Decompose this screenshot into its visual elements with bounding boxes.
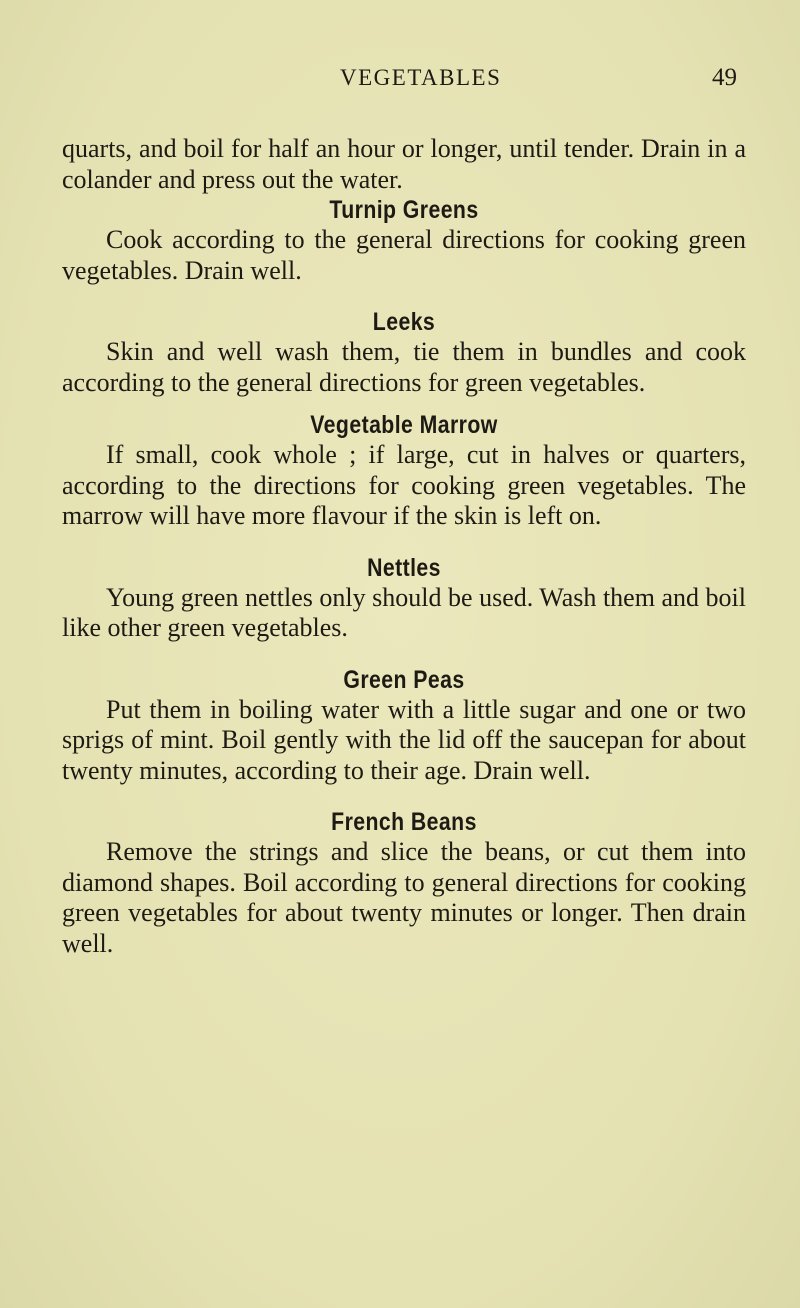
page-header bbox=[0, 63, 800, 93]
intro-paragraph: quarts, and boil for half an hour or longer, until tender. Drain in a colander and press out the water. bbox=[62, 134, 746, 194]
running-head: VEGETABLES bbox=[340, 65, 502, 90]
section-paragraph: Skin and well wash them, tie them in bundles and cook according to the general directions for green vegetables. bbox=[62, 337, 746, 397]
section-heading: Turnip Greens bbox=[329, 196, 479, 224]
section-leeks bbox=[62, 307, 746, 398]
page-number: 49 bbox=[712, 64, 737, 91]
section-heading: Vegetable Marrow bbox=[310, 411, 498, 439]
section-heading: Green Peas bbox=[343, 665, 465, 694]
section-nettles bbox=[62, 553, 746, 644]
section-vegetable-marrow bbox=[62, 410, 746, 532]
section-green-peas bbox=[62, 665, 746, 787]
section-turnip-greens bbox=[62, 195, 746, 286]
page-body bbox=[62, 134, 746, 959]
section-heading: Nettles bbox=[367, 553, 441, 582]
section-paragraph: Cook according to the general directions for cooking green vegetables. Drain well. bbox=[62, 225, 746, 285]
section-paragraph: Put them in boiling water with a little sugar and one or two sprigs of mint. Boil gently with the lid off the saucepan for about twenty minutes, according to their age. Drain well. bbox=[62, 694, 746, 785]
section-paragraph: If small, cook whole ; if large, cut in halves or quarters, according to the directions for cooking green vegetables. The marrow will have more flavour if the skin is left on. bbox=[62, 440, 746, 530]
section-paragraph: Remove the strings and slice the beans, or cut them into diamond shapes. Boil according to general directions for cooking green vegetables for about twenty minutes or longer. Then drain well. bbox=[62, 837, 746, 958]
section-heading: Leeks bbox=[372, 308, 436, 336]
section-heading: French Beans bbox=[331, 808, 477, 836]
section-french-beans bbox=[62, 807, 746, 959]
section-paragraph: Young green nettles only should be used. Wash them and boil like other green vegetables. bbox=[62, 582, 746, 642]
